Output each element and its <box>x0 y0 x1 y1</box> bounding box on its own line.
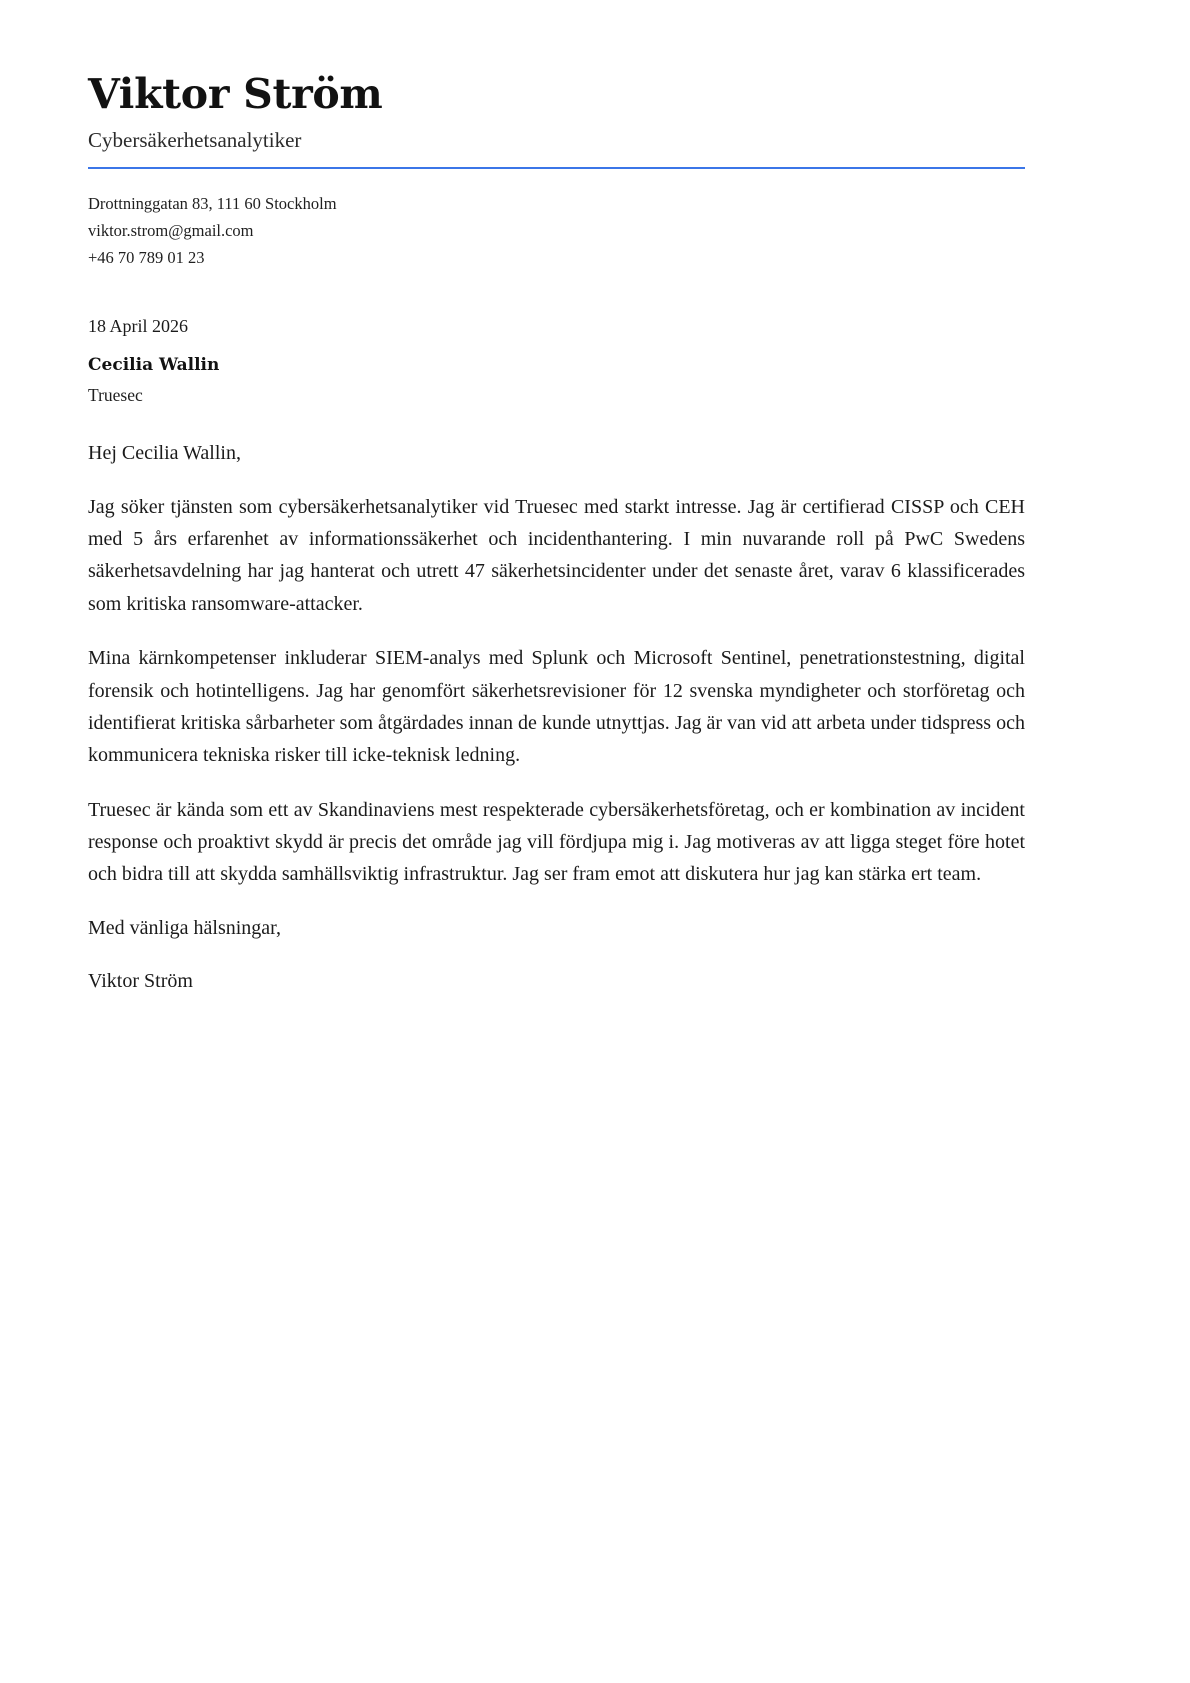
signature-name: Viktor Ström <box>88 969 193 992</box>
recipient-company: Truesec <box>88 385 143 406</box>
body-paragraph: Truesec är kända som ett av Skandinaviens mest respekterade cybersäkerhetsföretag, och er kombination av incident response och proaktivt skydd är precis det område jag vill fördjupa mig i. Jag motiveras av att ligga steget före hotet och bidra till att skydda samhällsviktig infrastruktur. Jag ser fram emot att diskutera hur jag kan stärka ert team. <box>88 798 1025 886</box>
contact-block <box>88 191 1025 271</box>
contact-email[interactable]: viktor.strom@gmail.com <box>88 220 254 240</box>
body-paragraph: Jag söker tjänsten som cybersäkerhetsanalytiker vid Truesec med starkt intresse. Jag är certifierad CISSP och CEH med 5 års erfarenhet av informationssäkerhet och incidenthantering. I min nuvarande roll på PwC Swedens säkerhetsavdelning har jag hanterat och utrett 47 säkerhetsincidenter under det senaste året, varav 6 klassificerades som kritiska ransomware-attacker. <box>88 495 1025 615</box>
header-divider <box>88 167 1025 169</box>
salutation: Hej Cecilia Wallin, <box>88 441 241 464</box>
body-paragraph: Mina kärnkompetenser inkluderar SIEM-analys med Splunk och Microsoft Sentinel, penetrationstestning, digital forensik och hotintelligens. Jag har genomfört säkerhetsrevisioner för 12 svenska myndigheter och storföretag och identifierat kritiska sårbarheter som åtgärdades innan de kunde utnyttjas. Jag är van vid att arbeta under tidspress och kommunicera tekniska risker till icke-teknisk ledning. <box>88 647 1025 767</box>
page-title: Viktor Ström <box>88 70 383 118</box>
letter-body <box>88 438 1025 997</box>
letter-header <box>88 72 1025 169</box>
closing-line: Med vänliga hälsningar, <box>88 916 282 939</box>
contact-address: Drottninggatan 83, 111 60 Stockholm <box>88 194 337 214</box>
letter-date: 18 April 2026 <box>88 316 189 337</box>
contact-phone[interactable]: +46 70 789 01 23 <box>88 247 205 267</box>
job-title: Cybersäkerhetsanalytiker <box>88 127 302 152</box>
recipient-name: Cecilia Wallin <box>88 355 220 376</box>
letter-meta <box>88 313 1025 407</box>
letter-sheet <box>88 72 1025 997</box>
